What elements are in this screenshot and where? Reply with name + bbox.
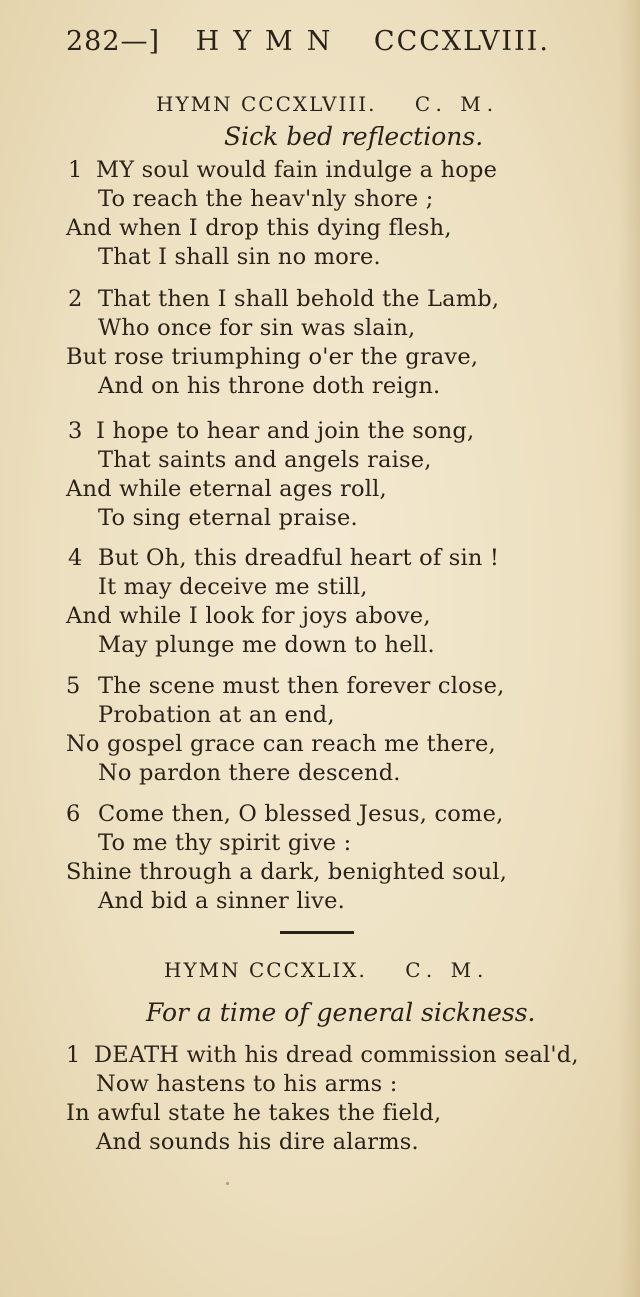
verse-line: To me thy spirit give : bbox=[98, 830, 352, 856]
verse-line: MY soul would fain indulge a hope bbox=[96, 157, 498, 183]
verse-line: That then I shall behold the Lamb, bbox=[98, 286, 500, 312]
hymn-title: HYMN CCCXLIX. bbox=[164, 958, 367, 982]
verse-line: To reach the heav'nly shore ; bbox=[98, 186, 434, 212]
verse-line: The scene must then forever close, bbox=[98, 673, 505, 699]
verse-line: And while eternal ages roll, bbox=[66, 476, 387, 502]
running-head bbox=[66, 26, 550, 57]
hymn-meter: C. M. bbox=[405, 958, 490, 982]
hymn-meter: C. M. bbox=[414, 92, 500, 116]
verse-line: No gospel grace can reach me there, bbox=[66, 731, 496, 757]
verse-number: 2 bbox=[68, 286, 83, 312]
verse-number: 1 bbox=[66, 1042, 81, 1068]
verse-line: No pardon there descend. bbox=[98, 760, 401, 786]
verse-number: 5 bbox=[66, 673, 81, 699]
verse-line: It may deceive me still, bbox=[98, 574, 368, 600]
verse-number: 6 bbox=[66, 801, 81, 827]
page-number: 282—] bbox=[66, 26, 161, 57]
verse-line: Come then, O blessed Jesus, come, bbox=[98, 801, 504, 827]
verse-line: And while I look for joys above, bbox=[66, 603, 431, 629]
hymn-heading bbox=[164, 958, 489, 982]
verse-line: And when I drop this dying flesh, bbox=[66, 215, 452, 241]
verse-number: 4 bbox=[68, 545, 83, 571]
separator-rule bbox=[280, 931, 354, 934]
verse-line: But rose triumphing o'er the grave, bbox=[66, 344, 479, 370]
hymn-subtitle: For a time of general sickness. bbox=[146, 998, 536, 1027]
verse-number: 3 bbox=[68, 418, 83, 444]
verse-line: And sounds his dire alarms. bbox=[96, 1129, 419, 1155]
verse-line: In awful state he takes the field, bbox=[66, 1100, 442, 1126]
verse-line: That saints and angels raise, bbox=[98, 447, 432, 473]
running-head-word: HYMN bbox=[195, 26, 345, 57]
verse-line: May plunge me down to hell. bbox=[98, 632, 435, 658]
verse-line: DEATH with his dread commission seal'd, bbox=[94, 1042, 579, 1068]
ink-speck bbox=[226, 1182, 229, 1185]
verse-line: And on his throne doth reign. bbox=[98, 373, 441, 399]
running-head-numeral: CCCXLVIII. bbox=[373, 26, 550, 57]
verse-line: And bid a sinner live. bbox=[98, 888, 345, 914]
verse-line: But Oh, this dreadful heart of sin ! bbox=[98, 545, 500, 571]
verse-line: Probation at an end, bbox=[98, 702, 335, 728]
hymn-title: HYMN CCCXLVIII. bbox=[156, 92, 377, 116]
verse-line: Now hastens to his arms : bbox=[96, 1071, 398, 1097]
hymn-subtitle: Sick bed reflections. bbox=[224, 122, 484, 151]
verse-line: Who once for sin was slain, bbox=[98, 315, 416, 341]
hymn-heading bbox=[156, 92, 499, 116]
verse-line: To sing eternal praise. bbox=[98, 505, 358, 531]
verse-number: 1 bbox=[68, 157, 83, 183]
verse-line: Shine through a dark, benighted soul, bbox=[66, 859, 508, 885]
page-edge-shadow bbox=[618, 0, 640, 1297]
verse-line: I hope to hear and join the song, bbox=[96, 418, 475, 444]
verse-line: That I shall sin no more. bbox=[98, 244, 381, 270]
